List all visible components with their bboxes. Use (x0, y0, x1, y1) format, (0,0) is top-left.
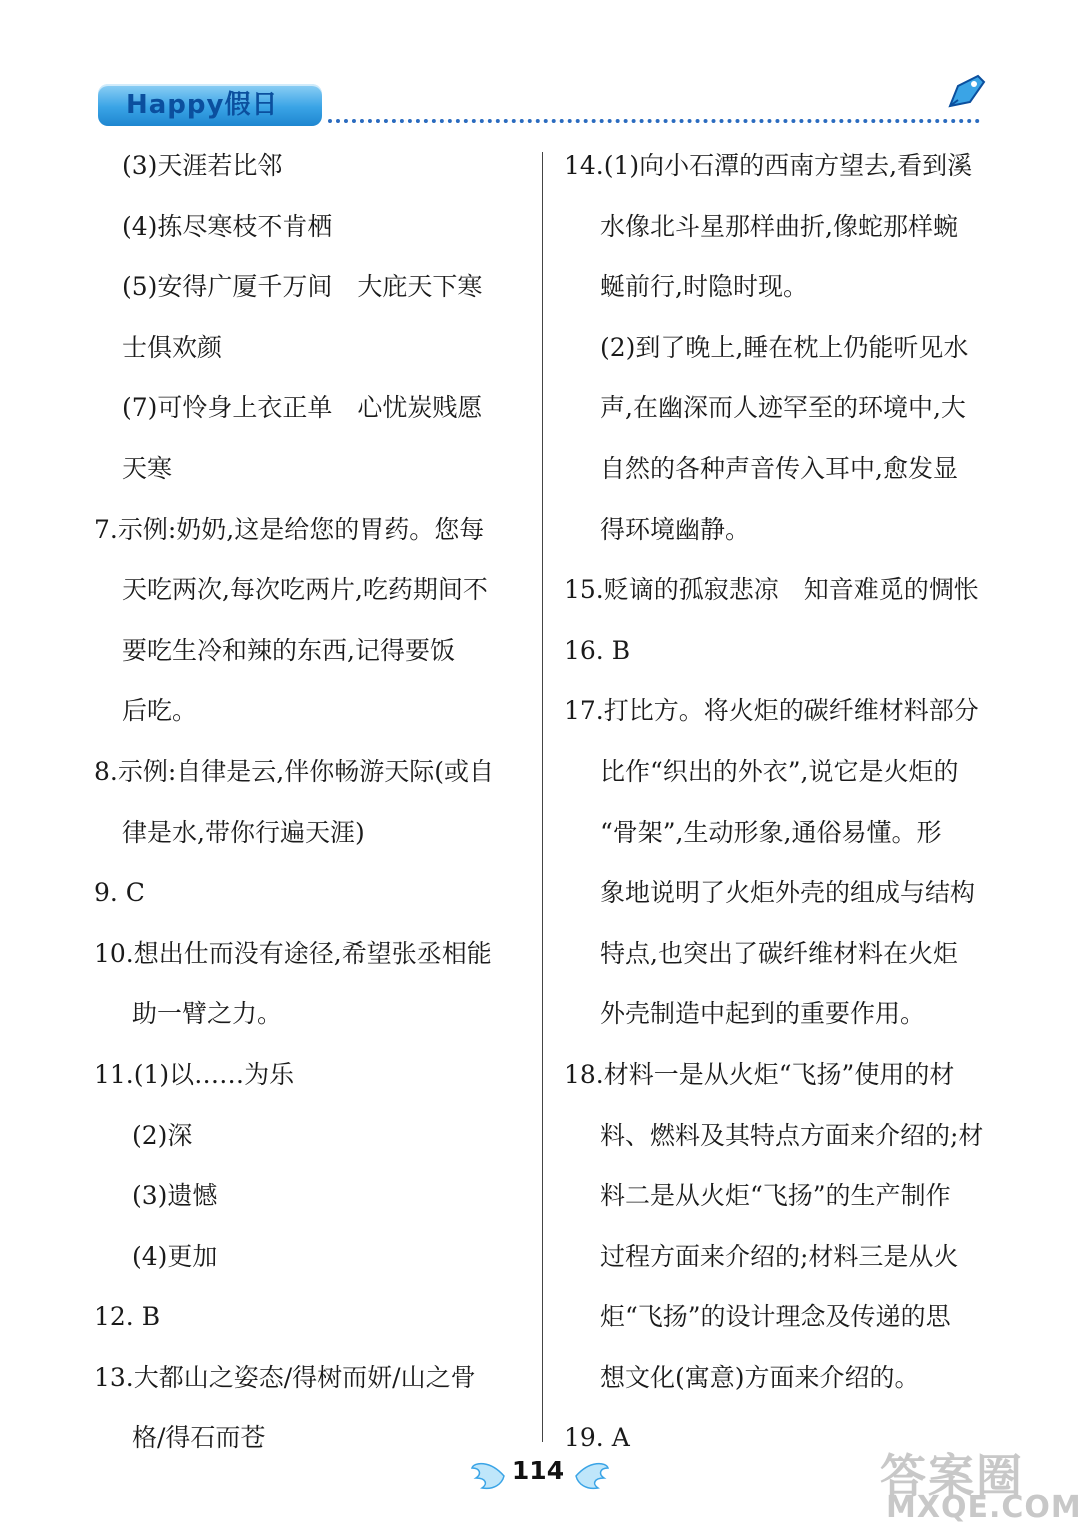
column-divider (542, 152, 543, 1442)
answer-line: 料二是从火炬“飞扬”的生产制作 (600, 1181, 951, 1211)
answer-line: 18.材料一是从火炬“飞扬”使用的材 (564, 1059, 955, 1089)
answer-line: “骨架”,生动形象,通俗易懂。形 (600, 817, 942, 847)
answer-line: 水像北斗星那样曲折,像蛇那样蜿 (600, 211, 958, 241)
watermark-logo-text: 答案圈 (880, 1449, 1024, 1503)
answer-line: (7)可怜身上衣正单 心忧炭贱愿 (122, 393, 483, 423)
answer-line: 10.想出仕而没有途径,希望张丞相能 (94, 938, 492, 968)
answer-line: 特点,也突出了碳纤维材料在火炬 (600, 938, 958, 968)
answer-line: 14.(1)向小石潭的西南方望去,看到溪 (564, 151, 973, 180)
answer-line: 象地说明了火炬外壳的组成与结构 (600, 878, 976, 908)
answer-line: 13.大都山之姿态/得树而妍/山之骨 (94, 1362, 476, 1392)
answer-line: 想文化(寓意)方面来介绍的。 (600, 1362, 920, 1392)
answer-line: 12. B (94, 1302, 161, 1332)
answer-line: (4)拣尽寒枝不肯栖 (122, 211, 333, 241)
answer-line: (3)天涯若比邻 (122, 151, 283, 180)
answer-line: 天寒 (122, 453, 173, 483)
answer-line: 得环境幽静。 (600, 514, 751, 544)
answer-line: 助一臂之力。 (132, 999, 283, 1029)
answer-line: (5)安得广厦千万间 大庇天下寒 (122, 272, 483, 302)
answer-line: 士俱欢颜 (122, 332, 223, 362)
answer-line: (3)遗憾 (132, 1181, 218, 1211)
answer-line: 15.贬谪的孤寂悲凉 知音难觅的惆怅 (564, 575, 979, 605)
answer-line: 后吃。 (122, 696, 198, 726)
answer-line: 19. A (564, 1423, 630, 1453)
page-number: 114 (511, 1456, 565, 1485)
answer-line: 外壳制造中起到的重要作用。 (600, 999, 926, 1029)
answer-line: 声,在幽深而人迹罕至的环境中,大 (600, 393, 966, 423)
answer-line: 过程方面来介绍的;材料三是从火 (600, 1241, 959, 1271)
answer-line: 比作“织出的外衣”,说它是火炬的 (600, 756, 959, 786)
right-column (564, 136, 984, 1469)
watermark (880, 1440, 1082, 1530)
answer-line: 天吃两次,每次吃两片,吃药期间不 (122, 575, 488, 605)
answer-line: 律是水,带你行遍天涯) (122, 817, 365, 847)
answer-line: (4)更加 (132, 1241, 218, 1271)
header-title: Happy假日 (126, 90, 279, 120)
watermark-url: MXQE.COM (886, 1490, 1082, 1525)
answer-line: 17.打比方。将火炬的碳纤维材料部分 (564, 696, 979, 726)
answer-line: 要吃生冷和辣的东西,记得要饭 (122, 635, 455, 665)
answer-line: 9. C (94, 878, 145, 908)
left-column (94, 136, 524, 1469)
answer-line: 料、燃料及其特点方面来介绍的;材 (600, 1120, 984, 1150)
answer-line: 11.(1)以……为乐 (94, 1059, 295, 1089)
answer-line: 自然的各种声音传入耳中,愈发显 (600, 453, 958, 483)
answer-line: 格/得石而苍 (132, 1423, 266, 1453)
answer-line: (2)深 (132, 1120, 193, 1150)
header-dotted-rule (328, 119, 980, 123)
answer-line: 16. B (564, 635, 631, 665)
answer-line: 炬“飞扬”的设计理念及传递的思 (600, 1302, 951, 1332)
answer-line: 8.示例:自律是云,伴你畅游天际(或自 (94, 756, 494, 786)
answer-line: 蜒前行,时隐时现。 (600, 272, 808, 302)
pencil-icon (944, 72, 988, 112)
answer-line: 7.示例:奶奶,这是给您的胃药。您每 (94, 514, 485, 544)
answer-line: (2)到了晚上,睡在枕上仍能听见水 (600, 332, 969, 362)
